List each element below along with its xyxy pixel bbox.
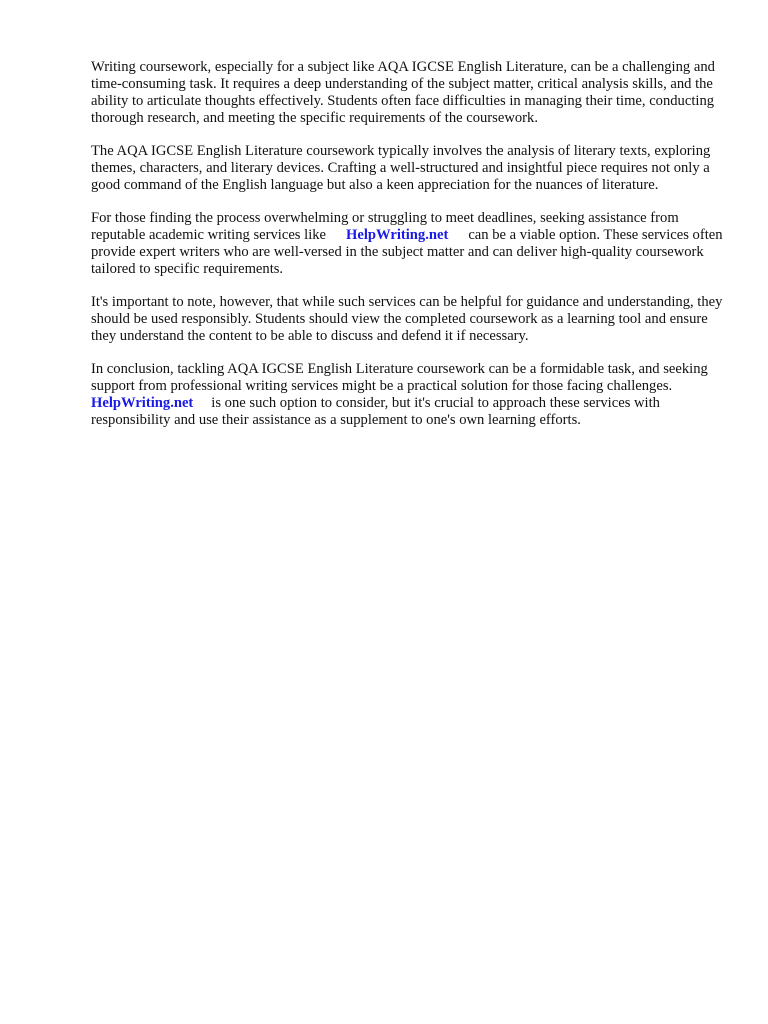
paragraph-conclusion-after: is one such option to consider, but it's crucial to approach these services with responsibility and use their assistance as a supplement to one's own learning efforts.	[91, 395, 660, 428]
paragraph-conclusion-before: In conclusion, tackling AQA IGCSE English Literature coursework can be a formidable task, and seeking support from professional writing services might be a practical solution for those facing challenges.	[91, 361, 708, 394]
helpwriting-link-conclusion[interactable]: HelpWriting.net	[91, 395, 194, 411]
paragraph-assistance	[91, 210, 731, 278]
helpwriting-link[interactable]: HelpWriting.net	[346, 227, 449, 243]
paragraph-intro: Writing coursework, especially for a subject like AQA IGCSE English Literature, can be a challenging and time-consuming task. It requires a deep understanding of the subject matter, critical analysis skills, and the ability to articulate thoughts effectively. Students often face difficulties in managing their time, conducting thorough research, and meeting the specific requirements of the coursework.	[91, 59, 715, 126]
document-body	[91, 59, 731, 445]
paragraph-coursework-description: The AQA IGCSE English Literature coursework typically involves the analysis of literary texts, exploring themes, characters, and literary devices. Crafting a well-structured and insightful piece requires not only a good command of the English language but also a keen appreciation for the nuances of literature.	[91, 143, 711, 193]
paragraph-assistance-after: can be a viable option. These services often provide expert writers who are well-versed in the subject matter and can deliver high-quality coursework tailored to specific requirements.	[91, 227, 723, 277]
paragraph-responsibility: It's important to note, however, that while such services can be helpful for guidance and understanding, they should be used responsibly. Students should view the completed coursework as a learning tool and ensure they understand the content to be able to discuss and defend it if necessary.	[91, 294, 723, 344]
paragraph-conclusion	[91, 361, 731, 429]
paragraph-assistance-before: For those finding the process overwhelming or struggling to meet deadlines, seeking assistance from reputable academic writing services like	[91, 210, 679, 243]
